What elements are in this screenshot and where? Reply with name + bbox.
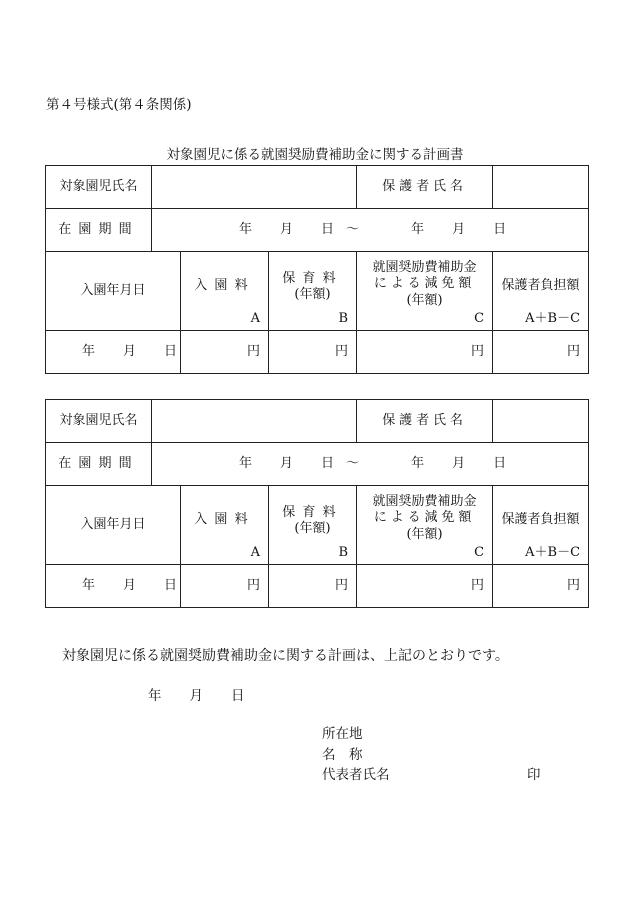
entry-month: 月: [123, 343, 137, 359]
subsidy-text-2: による減免額: [373, 510, 476, 526]
childcare-fee-text: 保育料: [282, 505, 343, 520]
entry-date-header: 入園年月日: [46, 252, 181, 331]
period-field[interactable]: [152, 443, 589, 486]
entry-month: 月: [123, 577, 137, 593]
entry-year: 年: [82, 577, 96, 593]
sign-date-day: 日: [231, 688, 245, 704]
entry-fee-field[interactable]: 円: [181, 565, 269, 608]
statement: 対象園児に係る就園奨励費補助金に関する計画は、上記のとおりです。: [62, 648, 509, 664]
period-tilde: 〜: [346, 455, 360, 471]
guardian-burden-header: [493, 486, 589, 565]
guardian-burden-field[interactable]: 円: [493, 565, 589, 608]
childcare-fee-header: [269, 486, 357, 565]
guardian-burden-header: [493, 252, 589, 331]
subsidy-text-3: (年額): [406, 292, 443, 308]
period-year: 年: [239, 221, 253, 237]
letter-c: C: [474, 310, 485, 326]
letter-c: C: [474, 544, 485, 560]
entry-date-field[interactable]: [46, 331, 181, 374]
guardian-name-text: 保護者氏名: [382, 412, 467, 428]
entry-fee-text: 入園料: [194, 278, 255, 293]
subsidy-header: [357, 486, 493, 565]
form-number: 第４号様式(第４条関係): [46, 97, 192, 113]
subsidy-text-3: (年額): [406, 526, 443, 542]
period-day-end: 日: [493, 221, 507, 237]
childcare-fee-annual: (年額): [294, 287, 331, 303]
period-day: 日: [321, 455, 335, 471]
entry-day: 日: [164, 577, 178, 593]
period-label-text: 在園期間: [58, 221, 139, 237]
childcare-fee-field[interactable]: 円: [269, 565, 357, 608]
subsidy-field[interactable]: 円: [357, 331, 493, 374]
period-year-end: 年: [411, 221, 425, 237]
seal-mark: 印: [527, 767, 541, 783]
entry-fee-field[interactable]: 円: [181, 331, 269, 374]
entry-fee-text: 入園料: [194, 512, 255, 527]
child-name-label: 対象園児氏名: [46, 400, 152, 443]
sign-date[interactable]: [148, 684, 245, 704]
childcare-fee-annual: (年額): [294, 521, 331, 537]
period-month-end: 月: [452, 455, 466, 471]
entry-day: 日: [164, 343, 178, 359]
period-tilde: 〜: [346, 221, 360, 237]
entry-year: 年: [82, 343, 96, 359]
guardian-name-label: [357, 400, 493, 443]
subsidy-text-1: 就園奨励費補助金: [372, 260, 477, 275]
guardian-burden-field[interactable]: 円: [493, 331, 589, 374]
letter-b: B: [338, 544, 349, 560]
period-month: 月: [280, 455, 294, 471]
period-label-text: 在園期間: [58, 455, 139, 471]
subsidy-field[interactable]: 円: [357, 565, 493, 608]
childcare-fee-text: 保育料: [282, 271, 343, 286]
plan-table-2: [45, 399, 589, 608]
subsidy-text-1: 就園奨励費補助金: [372, 494, 477, 509]
period-year: 年: [239, 455, 253, 471]
period-field[interactable]: [152, 209, 589, 252]
guardian-burden-text: 保護者負担額: [501, 512, 580, 527]
period-month: 月: [280, 221, 294, 237]
representative-name-label: 代表者氏名: [322, 767, 390, 783]
entry-fee-header: [181, 252, 269, 331]
letter-a: A: [250, 544, 260, 560]
letter-a: A: [250, 310, 260, 326]
period-day: 日: [321, 221, 335, 237]
guardian-burden-text: 保護者負担額: [501, 278, 580, 293]
guardian-name-text: 保護者氏名: [382, 178, 467, 194]
guardian-name-field[interactable]: [493, 400, 589, 443]
entry-date-header: 入園年月日: [46, 486, 181, 565]
subsidy-header: [357, 252, 493, 331]
period-label: [46, 443, 152, 486]
formula: A＋B－C: [525, 544, 581, 560]
entry-date-field[interactable]: [46, 565, 181, 608]
childcare-fee-field[interactable]: 円: [269, 331, 357, 374]
child-name-field[interactable]: [152, 400, 357, 443]
guardian-name-label: [357, 166, 493, 209]
organization-name-label: 名 称: [322, 747, 363, 763]
guardian-name-field[interactable]: [493, 166, 589, 209]
childcare-fee-header: [269, 252, 357, 331]
document-title: 対象園児に係る就園奨励費補助金に関する計画書: [166, 147, 464, 163]
entry-fee-header: [181, 486, 269, 565]
formula: A＋B－C: [525, 310, 581, 326]
sign-date-month: 月: [189, 688, 203, 704]
child-name-field[interactable]: [152, 166, 357, 209]
letter-b: B: [338, 310, 349, 326]
period-month-end: 月: [452, 221, 466, 237]
sign-date-year: 年: [148, 688, 162, 704]
child-name-label: 対象園児氏名: [46, 166, 152, 209]
plan-table-1: [45, 165, 589, 374]
period-year-end: 年: [411, 455, 425, 471]
subsidy-text-2: による減免額: [373, 276, 476, 292]
period-label: [46, 209, 152, 252]
address-label: 所在地: [322, 726, 363, 742]
period-day-end: 日: [493, 455, 507, 471]
